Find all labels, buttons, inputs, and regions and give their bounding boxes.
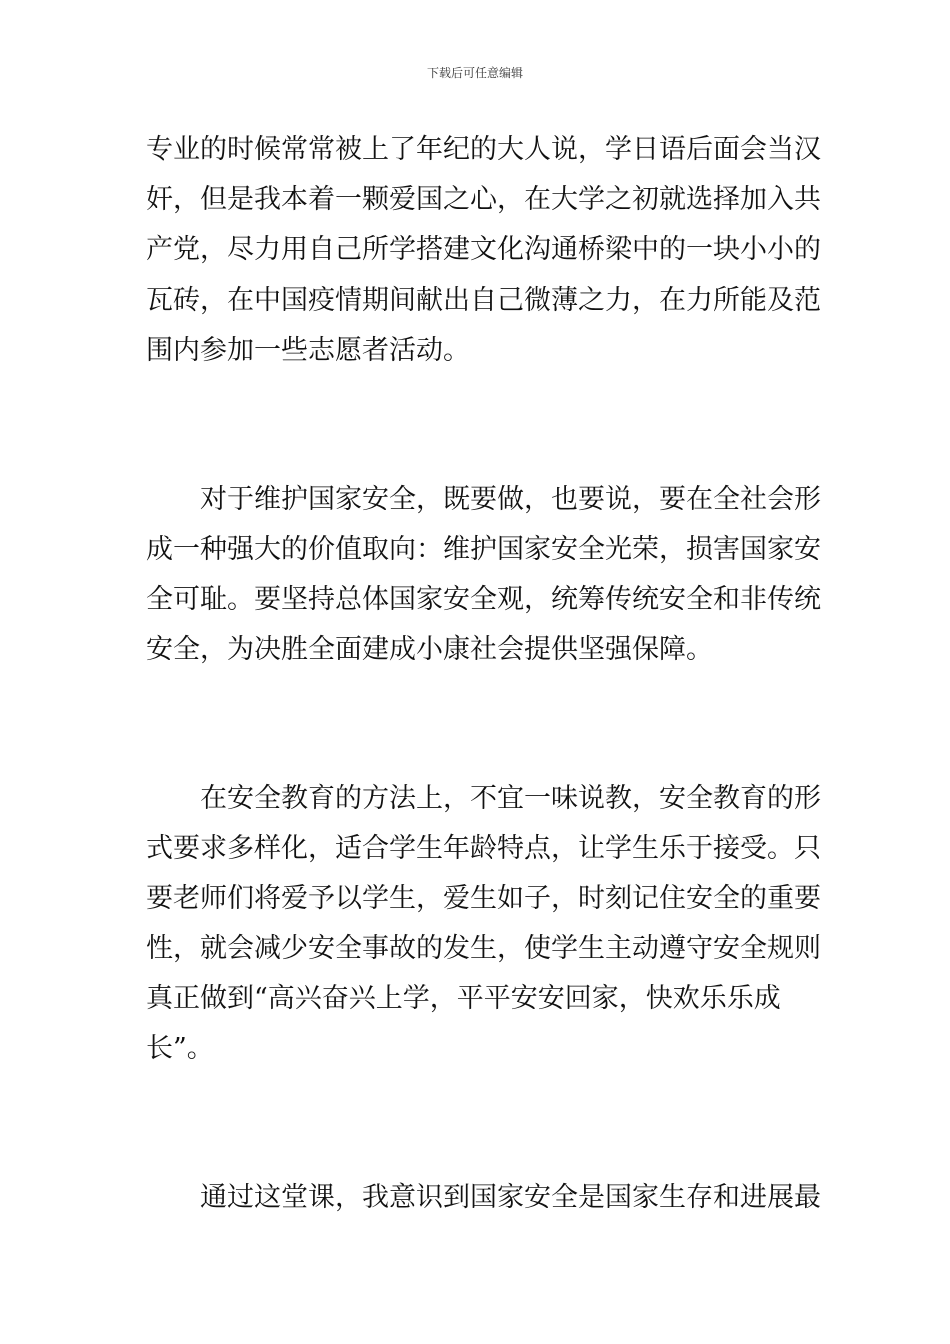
text-line: 全可耻。要坚持总体国家安全观，统筹传统安全和非传统 (146, 584, 821, 615)
text-line: 成一种强大的价值取向：维护国家安全光荣，损害国家安 (146, 534, 821, 565)
text-line: 长”。 (146, 1033, 214, 1064)
text-line: 对于维护国家安全，既要做，也要说，要在全社会形 (200, 484, 821, 515)
page-header-note: 下载后可任意编辑 (426, 66, 523, 80)
text-line: 安全，为决胜全面建成小康社会提供坚强保障。 (146, 634, 713, 665)
text-line: 瓦砖，在中国疫情期间献出自己微薄之力，在力所能及范 (146, 285, 821, 316)
text-line: 式要求多样化，适合学生年龄特点，让学生乐于接受。只 (146, 833, 821, 864)
text-line: 通过这堂课，我意识到国家安全是国家生存和进展最 (200, 1182, 821, 1213)
text-line: 真正做到“高兴奋兴上学，平平安安回家，快欢乐乐成 (146, 983, 781, 1014)
text-line: 围内参加一些志愿者活动。 (146, 335, 470, 366)
text-line: 性，就会减少安全事故的发生，使学生主动遵守安全规则 (146, 933, 821, 964)
text-line: 要老师们将爱予以学生，爱生如子，时刻记住安全的重要 (146, 883, 821, 914)
text-line: 产党，尽力用自己所学搭建文化沟通桥梁中的一块小小的 (146, 234, 821, 265)
text-line: 奸，但是我本着一颗爱国之心，在大学之初就选择加入共 (146, 184, 821, 215)
text-line: 在安全教育的方法上，不宜一味说教，安全教育的形 (200, 783, 821, 814)
text-line: 专业的时候常常被上了年纪的大人说，学日语后面会当汉 (146, 134, 821, 165)
